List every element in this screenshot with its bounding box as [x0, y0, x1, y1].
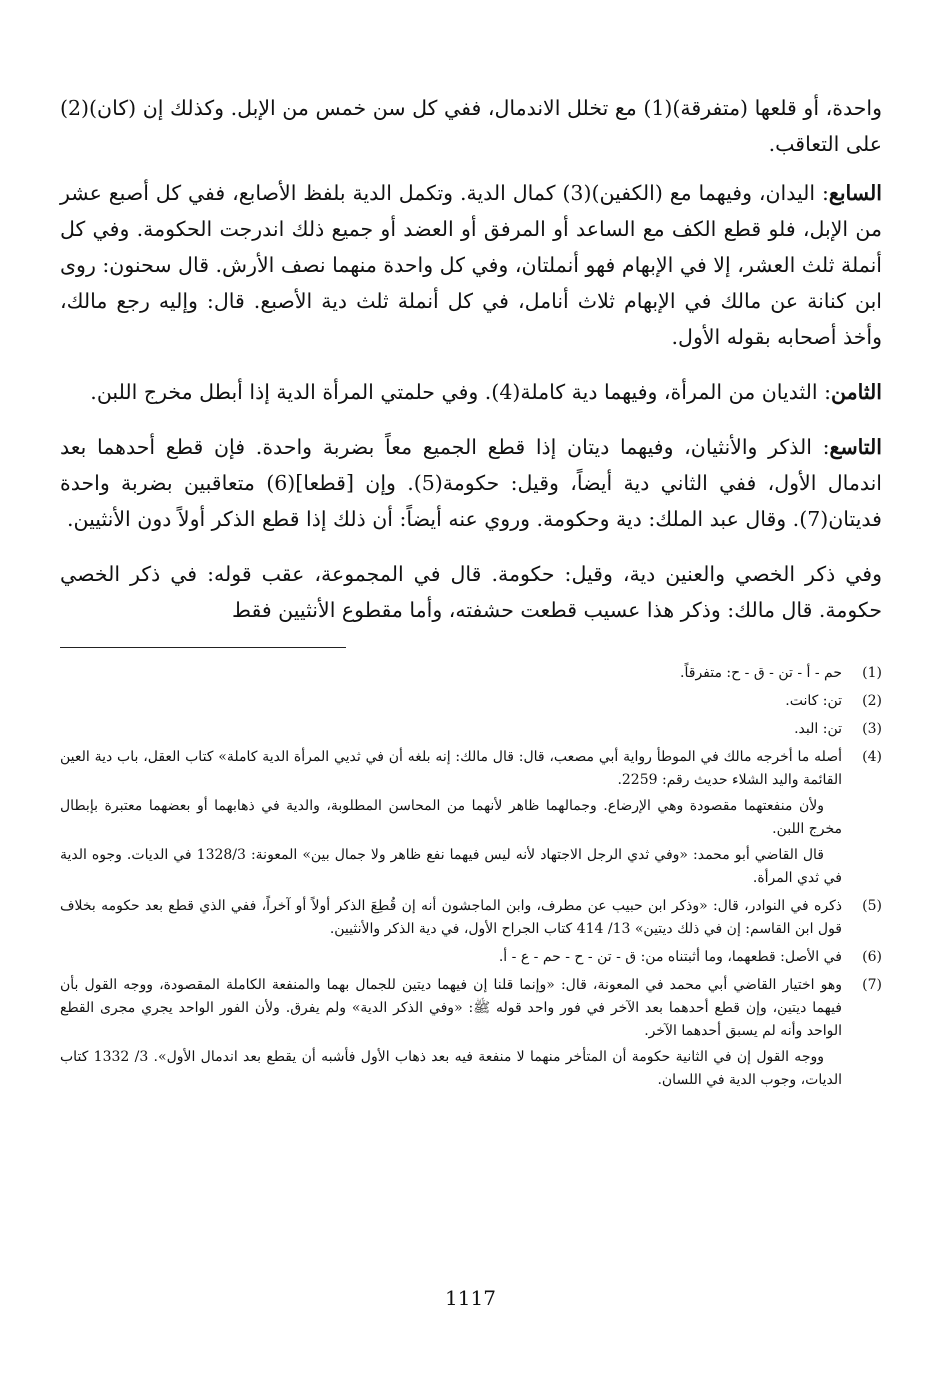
footnote-number: (2)	[862, 693, 882, 709]
footnote-1	[60, 662, 882, 688]
main-text	[60, 90, 882, 628]
footnotes	[60, 662, 882, 1095]
footnote-2	[60, 690, 882, 716]
footnote-text: ذكره في النوادر، قال: «وذكر ابن حبيب عن مطرف، وابن الماجشون أنه إن قُطِعَ الذكر أولاً أو آخراً، ففي الذي قطع بعد حكومه بخلاف قول ابن القاسم: إن في ذلك ديتين» 13/ 414 كتاب الجراح الأول، في دية الذكر والأنثيين.	[60, 898, 842, 937]
page-body	[60, 90, 882, 1350]
footnote-6	[60, 946, 882, 972]
footnote-number: (3)	[862, 721, 882, 737]
footnote-text: وهو اختيار القاضي أبي محمد في المعونة، قال: «وإنما قلنا إن فيهما ديتين للجمال بهما والمنفعة الكاملة المقصودة، ووجه القول بأن فيهما ديتين، وإن قطع أحدهما بعد الآخر في فور واحد قوله ﷺ: «وفي الذكر الدية» ولم يفرق. ولأن الفور الواحد يجري مجرى القطع الواحد وأنه لم يسبق أحدهما الآخر.	[60, 977, 842, 1039]
footnote-3	[60, 718, 882, 744]
footnote-4	[60, 746, 882, 893]
footnote-text: حم - أ - تن - ق - ح: متفرقاً.	[680, 665, 842, 681]
paragraph-3	[60, 374, 882, 410]
footnote-text: أصله ما أخرجه مالك في الموطأ رواية أبي مصعب، قال: قال مالك: إنه بلغه أن في ثديي المرأة الدية كاملة» كتاب العقل، باب دية العين القائمة واليد الشلاء حديث رقم: 2259.	[60, 749, 842, 788]
footnote-number: (5)	[862, 898, 882, 914]
paragraph-2-lead: السابع	[828, 181, 882, 205]
footnote-text: تن: البد.	[794, 721, 842, 737]
footnote-number: (6)	[862, 949, 882, 965]
footnote-7	[60, 974, 882, 1095]
paragraph-4	[60, 429, 882, 537]
paragraph-4-lead: التاسع	[829, 435, 882, 459]
footnote-number: (7)	[862, 977, 882, 993]
paragraph-2	[60, 175, 882, 355]
paragraph-5: وفي ذكر الخصي والعنين دية، وقيل: حكومة. قال في المجموعة، عقب قوله: في ذكر الخصي حكومة. قال مالك: وذكر هذا عسيب قطعت حشفته، وأما مقطوع الأنثيين فقط	[60, 562, 882, 622]
footnote-text: في الأصل: قطعهما، وما أثبتناه من: ق - تن - ح - حم - ع - أ.	[498, 949, 842, 965]
footnote-text: ووجه القول إن في الثانية حكومة أن المتأخر منهما لا منفعة فيه بعد ذهاب الأول فأشبه أن يقطع بعد اندمال الأول». 3/ 1332 كتاب الديات، وجوب الدية في اللسان.	[60, 1049, 842, 1088]
footnote-text: ولأن منفعتهما مقصودة وهي الإرضاع. وجمالهما ظاهر لأنهما من المحاسن المطلوبة، والدية في ذهابهما أو بعضهما معتبرة بإبطال مخرج اللبن.	[60, 798, 842, 837]
footnote-5	[60, 895, 882, 944]
paragraph-3-lead: الثامن	[831, 380, 882, 404]
footnote-number: (4)	[862, 749, 882, 765]
paragraph-4-text: : الذكر والأنثيان، وفيهما ديتان إذا قطع الجميع معاً بضربة واحدة. فإن قطع أحدهما بعد اندمال الأول، ففي الثاني دية أيضاً، وقيل: حكومة(5). وإن [قطعا](6) متعاقبين بضربة واحدة فديتان(7). وقال عبد الملك: دية وحكومة. وروي عنه أيضاً: أن ذلك إذا قطع الذكر أولاً دون الأنثيين.	[60, 435, 882, 531]
page-number: 1117	[445, 1286, 496, 1310]
paragraph-3-text: : الثديان من المرأة، وفيهما دية كاملة(4). وفي حلمتي المرأة الدية إذا أبطل مخرج اللبن.	[90, 380, 832, 404]
footnote-text: تن: كانت.	[785, 693, 842, 709]
footnote-separator	[60, 647, 346, 648]
footnote-text: قال القاضي أبو محمد: «وفي ثدي الرجل الاجتهاد لأنه ليس فيهما نفع ظاهر ولا جمال بين» المعونة: 1328/3 في الديات. وجوه الدية في ثدي المرأة.	[60, 847, 842, 886]
footnote-number: (1)	[862, 665, 882, 681]
paragraph-2-text: : اليدان، وفيهما مع (الكفين)(3) كمال الدية. وتكمل الدية بلفظ الأصابع، ففي كل أصبع عشر من الإبل، فلو قطع الكف مع الساعد أو المرفق أو العضد أو جميع ذلك اندرجت الحكومة. وفي كل أنملة ثلث العشر، إلا في الإبهام فهو أنملتان، وفي كل واحدة منهما نصف الأرش. قال سحنون: روى ابن كنانة عن مالك في الإبهام ثلاث أنامل، في كل أنملة ثلث دية الأصبع. قال: وإليه رجع مالك، وأخذ أصحابه بقوله الأول.	[60, 181, 882, 349]
paragraph-1: واحدة، أو قلعها (متفرقة)(1) مع تخلل الاندمال، ففي كل سن خمس من الإبل. وكذلك إن (كان)(2) على التعاقب.	[60, 96, 882, 156]
